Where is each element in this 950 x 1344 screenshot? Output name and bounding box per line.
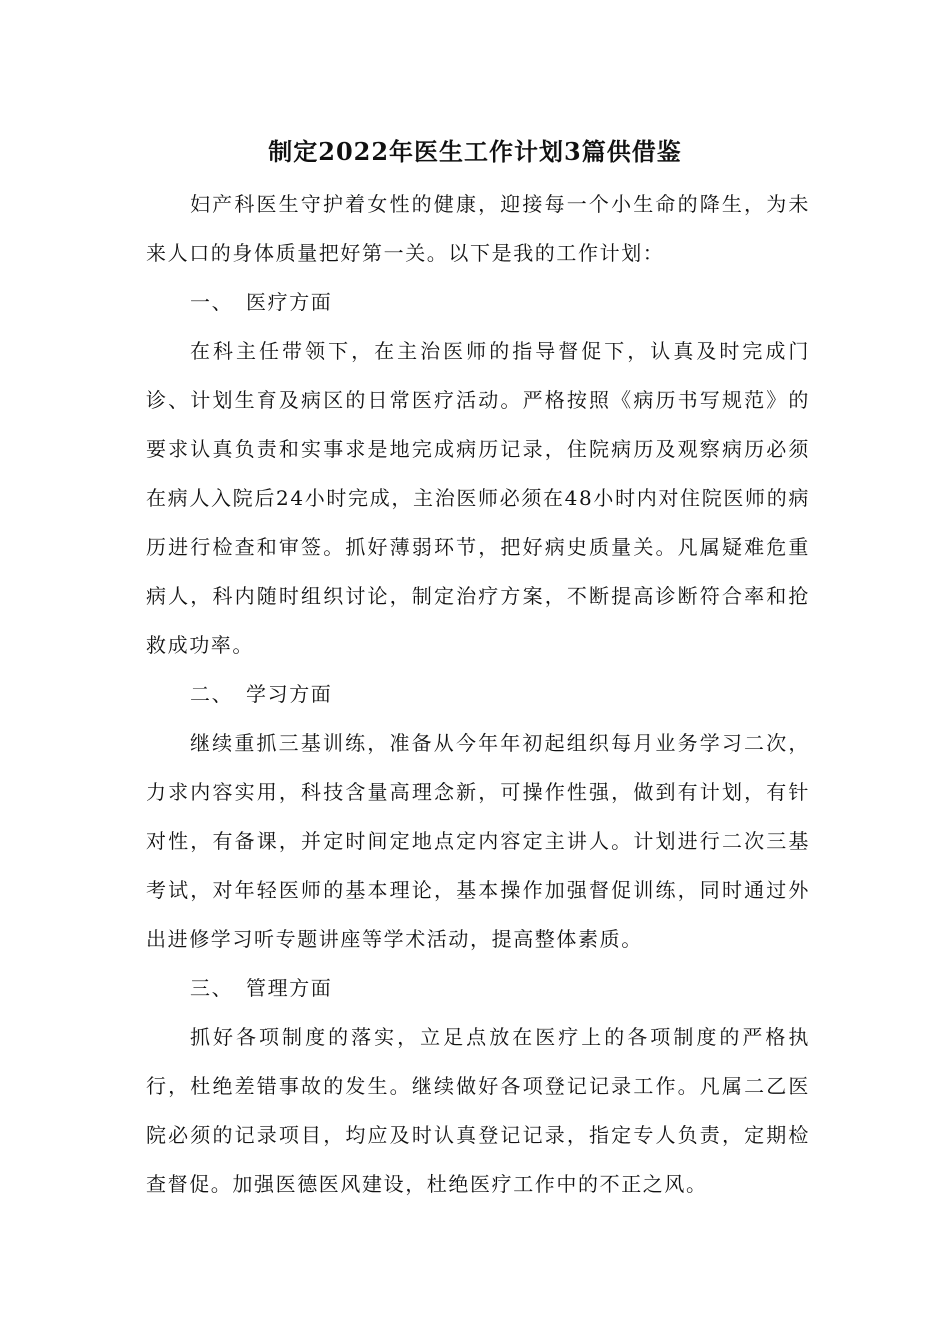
document-body (146, 180, 810, 1209)
section-heading-medical (146, 278, 810, 327)
section-heading-study (146, 670, 810, 719)
section-number: 三、 (190, 976, 234, 1000)
intro-paragraph: 妇产科医生守护着女性的健康，迎接每一个小生命的降生，为未来人口的身体质量把好第一关。以下是我的工作计划： (146, 192, 810, 265)
section-paragraph-management: 抓好各项制度的落实，立足点放在医疗上的各项制度的严格执行，杜绝差错事故的发生。继续做好各项登记记录工作。凡属二乙医院必须的记录项目，均应及时认真登记记录，指定专人负责，定期检查督促。加强医德医风建设，杜绝医疗工作中的不正之风。 (146, 1025, 810, 1196)
section-title: 管理方面 (246, 976, 333, 1000)
section-title: 学习方面 (246, 682, 333, 706)
section-title: 医疗方面 (246, 290, 333, 314)
section-number: 二、 (190, 682, 234, 706)
section-number: 一、 (190, 290, 234, 314)
section-paragraph-medical: 在科主任带领下，在主治医师的指导督促下，认真及时完成门诊、计划生育及病区的日常医疗活动。严格按照《病历书写规范》的要求认真负责和实事求是地完成病历记录，住院病历及观察病历必须在病人入院后24小时完成，主治医师必须在48小时内对住院医师的病历进行检查和审签。抓好薄弱环节，把好病史质量关。凡属疑难危重病人，科内随时组织讨论，制定治疗方案，不断提高诊断符合率和抢救成功率。 (146, 339, 810, 657)
section-heading-management (146, 964, 810, 1013)
document-title: 制定2022年医生工作计划3篇供借鉴 (268, 137, 682, 166)
section-paragraph-study: 继续重抓三基训练，准备从今年年初起组织每月业务学习二次，力求内容实用，科技含量高理念新，可操作性强，做到有计划，有针对性，有备课，并定时间定地点定内容定主讲人。计划进行二次三基考试，对年轻医师的基本理论，基本操作加强督促训练，同时通过外出进修学习听专题讲座等学术活动，提高整体素质。 (146, 731, 810, 951)
